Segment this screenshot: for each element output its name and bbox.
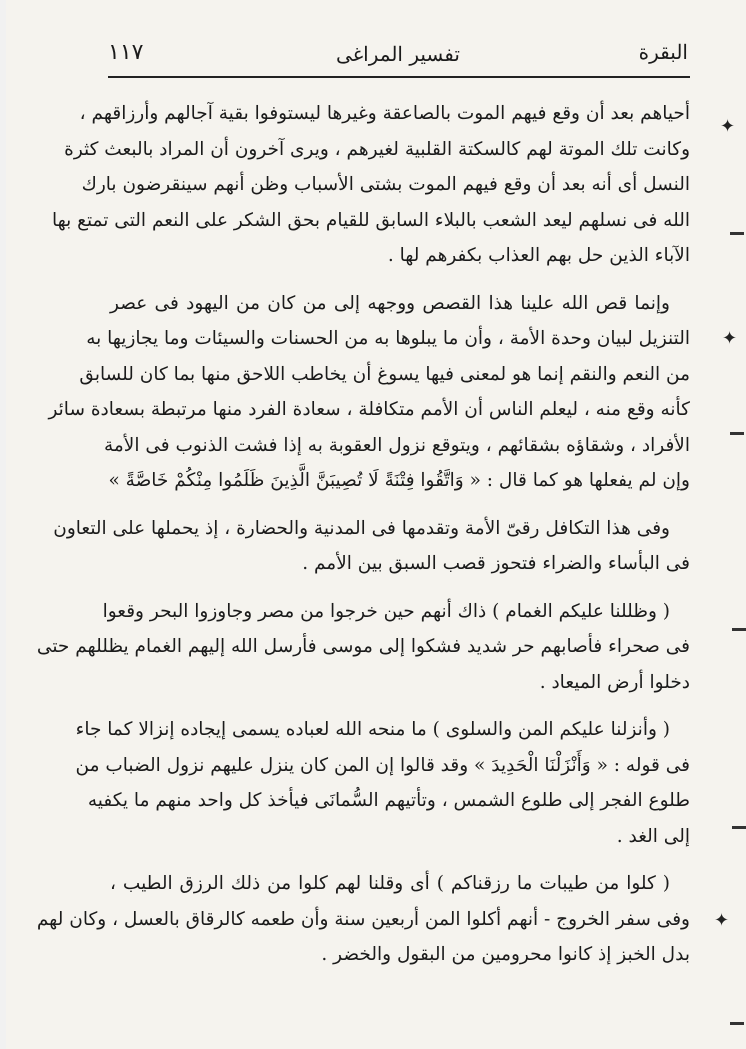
text-line: فى البأساء والضراء فتحوز قصب السبق بين الأمم . <box>302 553 690 574</box>
paragraph-gap <box>110 274 690 286</box>
margin-tick <box>730 1022 744 1025</box>
book-title: تفسير المراغى <box>336 42 460 66</box>
paragraph-gap <box>110 499 690 511</box>
text-line: الله فى نسلهم ليعد الشعب بالبلاء السابق للقيام بحق الشكر على النعم التى تمتع بها <box>51 209 690 231</box>
text-line: من النعم والنقم إنما هو لمعنى فيها يسوغ أن يخاطب اللاحق منها بما كان للسابق <box>79 363 690 385</box>
text-line: الأفراد ، وشقاؤه بشقائهم ، ويتوقع نزول العقوبة به إذا فشت الذنوب فى الأمة <box>103 434 690 456</box>
text-line: ( وظللنا عليكم الغمام ) ذاك أنهم حين خرجوا من مصر وجاوزوا البحر وقعوا <box>102 600 670 622</box>
surah-name: البقرة <box>638 40 688 64</box>
text-line: التنزيل لبيان وحدة الأمة ، وأن ما يبلوها به من الحسنات والسيئات وما يجازيها به <box>86 328 690 349</box>
page-body <box>36 96 690 973</box>
text-line: كأنه وقع منه ، ليعلم الناس أن الأمم متكافلة ، سعادة الفرد منها مرتبطة بسعادة سائر <box>48 399 690 420</box>
page-header <box>108 36 688 76</box>
text-line: وإنما قص الله علينا هذا القصص ووجهه إلى من كان من اليهود فى عصر <box>110 292 670 314</box>
text-line: دخلوا أرض الميعاد . <box>539 671 690 693</box>
paragraph-gap <box>110 582 690 594</box>
text-line: فى قوله : « وَأَنْزَلْنَا الْحَدِيدَ » وقد قالوا إن المن كان ينزل عليهم نزول الضباب من <box>75 754 690 776</box>
margin-tick <box>732 628 746 631</box>
text-line: طلوع الفجر إلى طلوع الشمس ، وتأتيهم السُّمانَى فيأخذ كل واحد منهم ما يكفيه <box>87 790 690 811</box>
text-line: فى صحراء فأصابهم حر شديد فشكوا إلى موسى فأرسل الله إليهم الغمام يظللهم حتى <box>36 636 690 657</box>
paragraph-gap <box>110 854 690 866</box>
text-line: وإن لم يفعلها هو كما قال : « وَاتَّقُوا فِتْنَةً لَا تُصِيبَنَّ الَّذِينَ ظَلَمُوا مِنْكُمْ خَاصَّةً » <box>108 470 690 491</box>
text-line: الآباء الذين حل بهم العذاب بكفرهم لها . <box>387 245 690 266</box>
text-line: النسل أى أنه بعد أن وقع فيهم الموت بشتى الأسباب وظن أنهم سينقرضون بارك <box>81 174 690 195</box>
margin-ornament: ✦ <box>722 328 738 349</box>
paragraph-gap <box>110 700 690 712</box>
text-line: ( كلوا من طيبات ما رزقناكم ) أى وقلنا لهم كلوا من ذلك الرزق الطيب ، <box>110 873 670 894</box>
text-line: بدل الخبز إذ كانوا محرومين من البقول والخضر . <box>321 944 690 965</box>
margin-ornament: ✦ <box>720 116 736 137</box>
text-line: ( وأنزلنا عليكم المن والسلوى ) ما منحه الله لعباده يسمى إيجاده إنزالا كما جاء <box>75 719 670 740</box>
margin-ornament: ✦ <box>714 910 730 931</box>
margin-tick <box>730 432 744 435</box>
text-line: أحياهم بعد أن وقع فيهم الموت بالصاعقة وغيرها ليستوفوا بقية آجالهم وأرزاقهم ، <box>79 103 690 124</box>
margin-tick <box>732 826 746 829</box>
text-line: وكانت تلك الموتة لهم كالسكتة القلبية لغيرهم ، ويرى آخرون أن المراد بالبعث كثرة <box>64 138 690 160</box>
text-line: وفى هذا التكافل رقىّ الأمة وتقدمها فى المدنية والحضارة ، إذ يحملها على التعاون <box>53 517 670 539</box>
header-rule <box>108 76 690 78</box>
page-number: ١١٧ <box>108 40 144 65</box>
text-line: إلى الغد . <box>616 825 690 847</box>
margin-tick <box>730 232 744 235</box>
binding-edge <box>0 0 6 1049</box>
text-line: وفى سفر الخروج - أنهم أكلوا المن أربعين سنة وأن طعمه كالرقاق بالعسل ، وكان لهم <box>36 908 690 930</box>
